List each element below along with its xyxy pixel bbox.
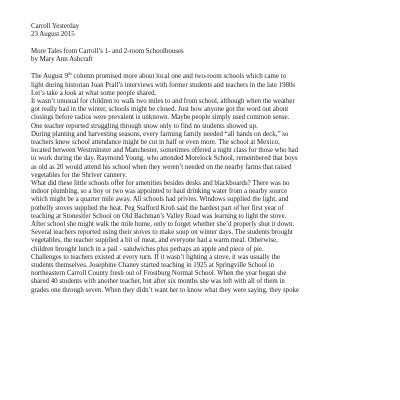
ordinal-suffix: th <box>68 70 72 76</box>
article-paragraph <box>31 229 381 254</box>
article-byline: by Mary Ann Ashcraft <box>31 56 93 64</box>
text-line: which might be a quarter mile away. All schools had privies. Windows supplied the light, and <box>31 196 289 204</box>
article-paragraph <box>31 180 381 229</box>
text-line: During planting and harvesting seasons, every farming family needed “all hands on deck,” so <box>31 130 289 138</box>
article-paragraph <box>31 70 381 98</box>
publication-name: Carroll Yesterday <box>31 23 80 30</box>
text-line: teachers knew school attendance might be cut in half or even more. The school at Mexico, <box>31 138 280 146</box>
text-line: grades one through seven. When they didn’t want her to know what they were saying, they spoke <box>31 286 300 294</box>
article-paragraph <box>31 131 381 180</box>
text-fragment: column promised more about local one and two-room schools which came to <box>71 73 287 81</box>
article-paragraph <box>31 254 381 295</box>
text-line: as old as 20 would attend his school when they weren’t needed on the nearby farms that raised <box>31 163 292 171</box>
text-line: It wasn’t unusual for children to walk two miles to and from school, although when the weather <box>31 97 295 105</box>
text-line: After school she might walk the mile home, only to forget whether she’d properly shut it down. <box>31 220 295 228</box>
document-header <box>31 23 381 39</box>
text-line: light during historian Joan Prall’s interviews with former students and teachers in the late 1980s <box>31 81 296 89</box>
text-line: potbelly stoves supplied the heat. Peg Stafford Kroh said the hardest part of her first year of <box>31 204 284 212</box>
text-line: Several teachers reported using their stoves to make soup on winter days. The students brought <box>31 229 293 237</box>
text-line: What did these little schools offer for amenities besides desks and blackboards? There was no <box>31 179 290 187</box>
text-line: closings before radios were prevalent is unknown. Maybe people simply used common sense. <box>31 114 290 122</box>
article-body <box>31 70 381 294</box>
article-title: More Tales from Carroll’s 1- and 2-room Schoolhouses <box>31 47 184 55</box>
article-document <box>31 23 381 295</box>
text-line: One teacher reported struggling through snow only to find no students showed up. <box>31 122 258 130</box>
text-line: indoor plumbing, so a boy or two was appointed to haul drinking water from a nearby source <box>31 188 288 196</box>
article-paragraph <box>31 98 381 131</box>
text-line: shared 40 students with another teacher, but after six months she was left with all of them in <box>31 278 285 286</box>
text-line: students themselves. Josephine Chaney started teaching in 1925 at Springville School in <box>31 261 275 269</box>
text-line: got really bad in the winter, schools might be closed. Just how anyone got the word out about <box>31 106 289 114</box>
text-line: to work during the day. Raymond Young, who attended Morelock School, remembered that boys <box>31 155 298 163</box>
text-fragment: The August 9 <box>31 73 69 81</box>
text-line <box>31 70 381 81</box>
text-line: located between Westminster and Manchester, sometimes offered a night class for those who had <box>31 147 299 155</box>
text-line: Let’s take a look at what some people shared. <box>31 89 157 97</box>
text-line: northeastern Carroll County fresh out of Frostburg Normal School. When the year began she <box>31 270 287 278</box>
article-heading <box>31 48 381 64</box>
text-line: vegetables for the Shriver cannery. <box>31 171 127 179</box>
text-line: Challenges to teachers existed at every turn. If it wasn’t lighting a stove, it was usually the <box>31 253 281 261</box>
text-line: vegetables, the teacher supplied a bit of meat, and everyone had a warm meal. Otherwise, <box>31 237 278 245</box>
publication-date: 23 August 2015 <box>31 31 75 39</box>
text-line: teaching at Stonesifer School on Old Bachman’s Valley Road was learning to light the stove. <box>31 212 287 220</box>
text-line: children brought lunch in a pail - sandwiches plus perhaps an apple and piece of pie. <box>31 245 264 253</box>
